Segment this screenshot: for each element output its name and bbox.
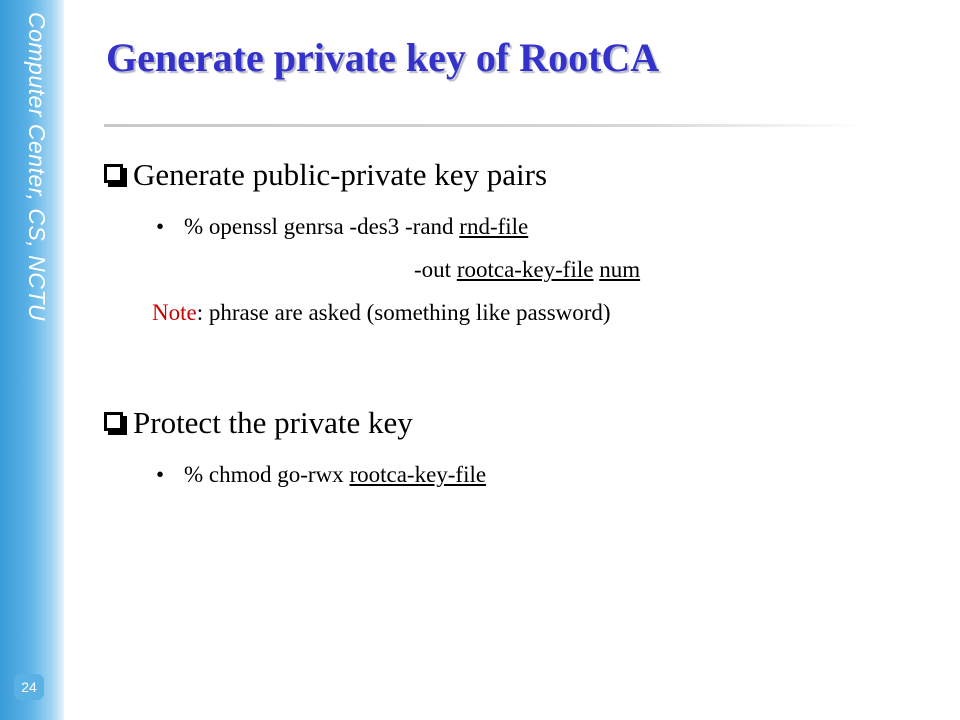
- section-heading-1: [104, 157, 547, 193]
- command-line-1-continued: [414, 257, 640, 283]
- bullet-dot-icon: •: [156, 214, 165, 239]
- section-heading-2-text: Protect the private key: [133, 405, 413, 440]
- command-1-arg-num: num: [599, 257, 641, 282]
- slide-title: Generate private key of RootCA: [106, 35, 660, 80]
- command-1-arg-keyfile: rootca-key-file: [456, 257, 594, 282]
- section-heading-2: [104, 405, 413, 441]
- page-number: 24: [14, 674, 44, 700]
- command-1-cont-prefix: -out: [414, 257, 457, 282]
- command-line-1: [156, 214, 528, 240]
- command-2-arg-keyfile: rootca-key-file: [349, 462, 487, 487]
- command-line-2: [156, 462, 486, 488]
- title-divider: [104, 124, 864, 127]
- checkbox-square-icon: [104, 164, 123, 183]
- sidebar-vertical-text: Computer Center, CS, NCTU: [24, 12, 50, 322]
- command-1-arg-rnd: rnd-file: [459, 214, 529, 239]
- note-text: : phrase are asked (something like password): [196, 300, 611, 325]
- checkbox-square-icon: [104, 412, 123, 431]
- note-line: [152, 300, 611, 326]
- section-heading-1-text: Generate public-private key pairs: [133, 157, 548, 192]
- command-1-prefix: % openssl genrsa -des3 -rand: [184, 214, 460, 239]
- command-2-prefix: % chmod go-rwx: [184, 462, 350, 487]
- note-label: Note: [152, 300, 197, 325]
- bullet-dot-icon: •: [156, 462, 165, 487]
